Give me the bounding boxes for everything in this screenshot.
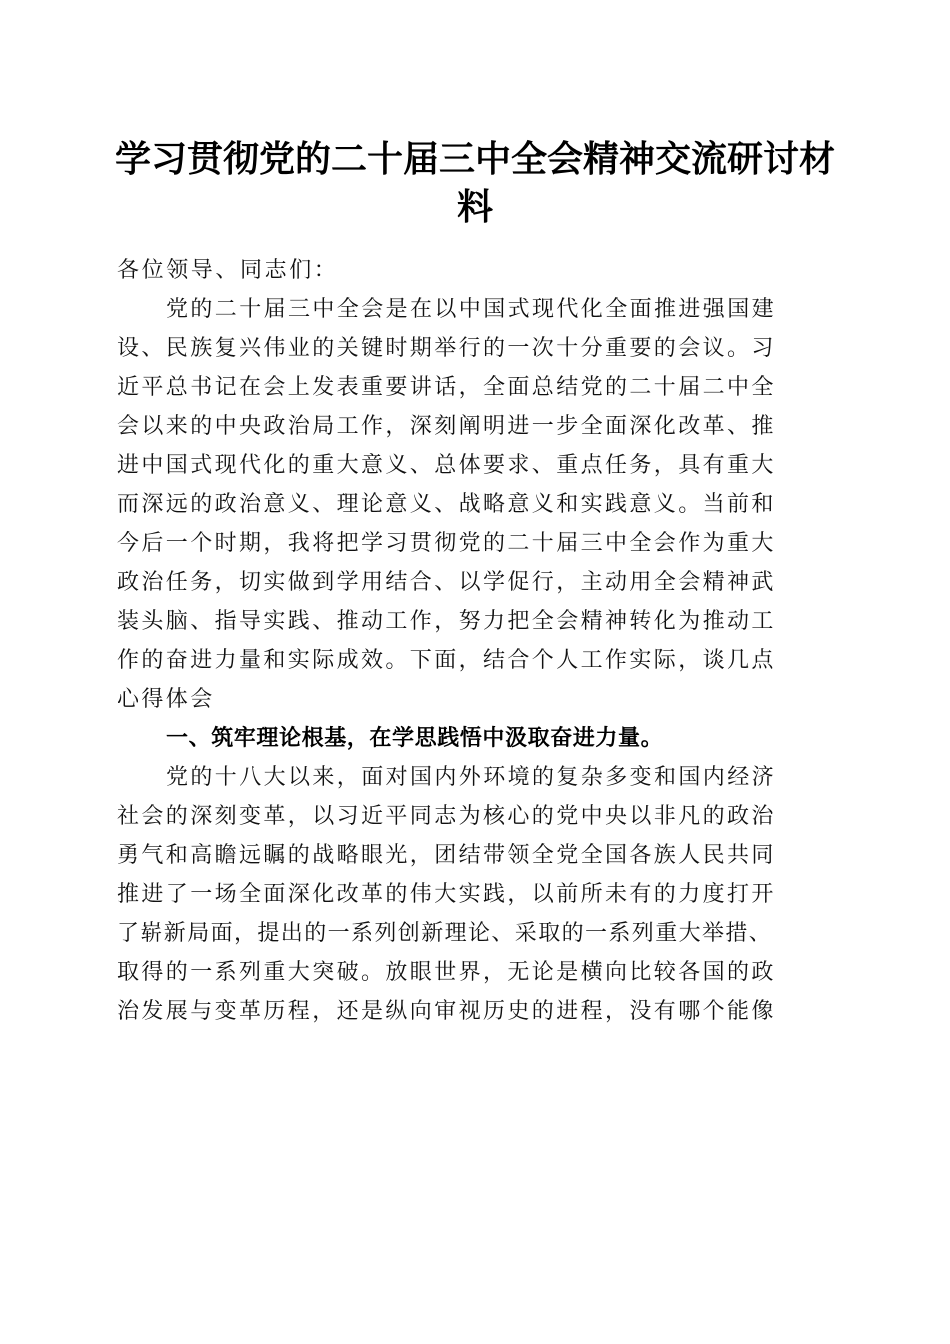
paragraph-1-line: 近平总书记在会上发表重要讲话，全面总结党的二十届二中全 bbox=[117, 375, 776, 400]
paragraph-1-line: 作的奋进力量和实际成效。下面，结合个人工作实际，谈几点 bbox=[117, 648, 776, 673]
paragraph-1-line: 党的二十届三中全会是在以中国式现代化全面推进强国建 bbox=[166, 297, 777, 322]
paragraph-1-line: 设、民族复兴伟业的关键时期举行的一次十分重要的会议。习 bbox=[117, 336, 776, 361]
salutation: 各位领导、同志们： bbox=[117, 258, 339, 283]
paragraph-2-line: 取得的一系列重大突破。放眼世界，无论是横向比较各国的政 bbox=[117, 960, 776, 985]
paragraph-1-line: 心得体会 bbox=[117, 687, 215, 712]
paragraph-1-line: 装头脑、指导实践、推动工作，努力把全会精神转化为推动工 bbox=[117, 609, 776, 634]
document-title-line-2: 料 bbox=[456, 186, 493, 228]
paragraph-2-line: 治发展与变革历程，还是纵向审视历史的进程，没有哪个能像 bbox=[117, 999, 776, 1024]
paragraph-2-line: 了崭新局面，提出的一系列创新理论、采取的一系列重大举措、 bbox=[117, 921, 773, 946]
paragraph-2-line: 社会的深刻变革，以习近平同志为核心的党中央以非凡的政治 bbox=[117, 804, 776, 829]
paragraph-1-line: 政治任务，切实做到学用结合、以学促行，主动用全会精神武 bbox=[117, 570, 776, 595]
paragraph-1-line: 而深远的政治意义、理论意义、战略意义和实践意义。当前和 bbox=[117, 492, 776, 517]
section-1-heading: 一、筑牢理论根基，在学思践悟中汲取奋进力量。 bbox=[166, 726, 664, 751]
document-title-line-1: 学习贯彻党的二十届三中全会精神交流研讨材 bbox=[114, 138, 835, 180]
paragraph-2-line: 党的十八大以来，面对国内外环境的复杂多变和国内经济 bbox=[166, 765, 777, 790]
paragraph-2-line: 推进了一场全面深化改革的伟大实践，以前所未有的力度打开 bbox=[117, 882, 776, 907]
paragraph-1-line: 进中国式现代化的重大意义、总体要求、重点任务，具有重大 bbox=[117, 453, 776, 478]
paragraph-1-line: 会以来的中央政治局工作，深刻阐明进一步全面深化改革、推 bbox=[117, 414, 776, 439]
paragraph-1-line: 今后一个时期，我将把学习贯彻党的二十届三中全会作为重大 bbox=[117, 531, 776, 556]
paragraph-2-line: 勇气和高瞻远瞩的战略眼光，团结带领全党全国各族人民共同 bbox=[117, 843, 776, 868]
